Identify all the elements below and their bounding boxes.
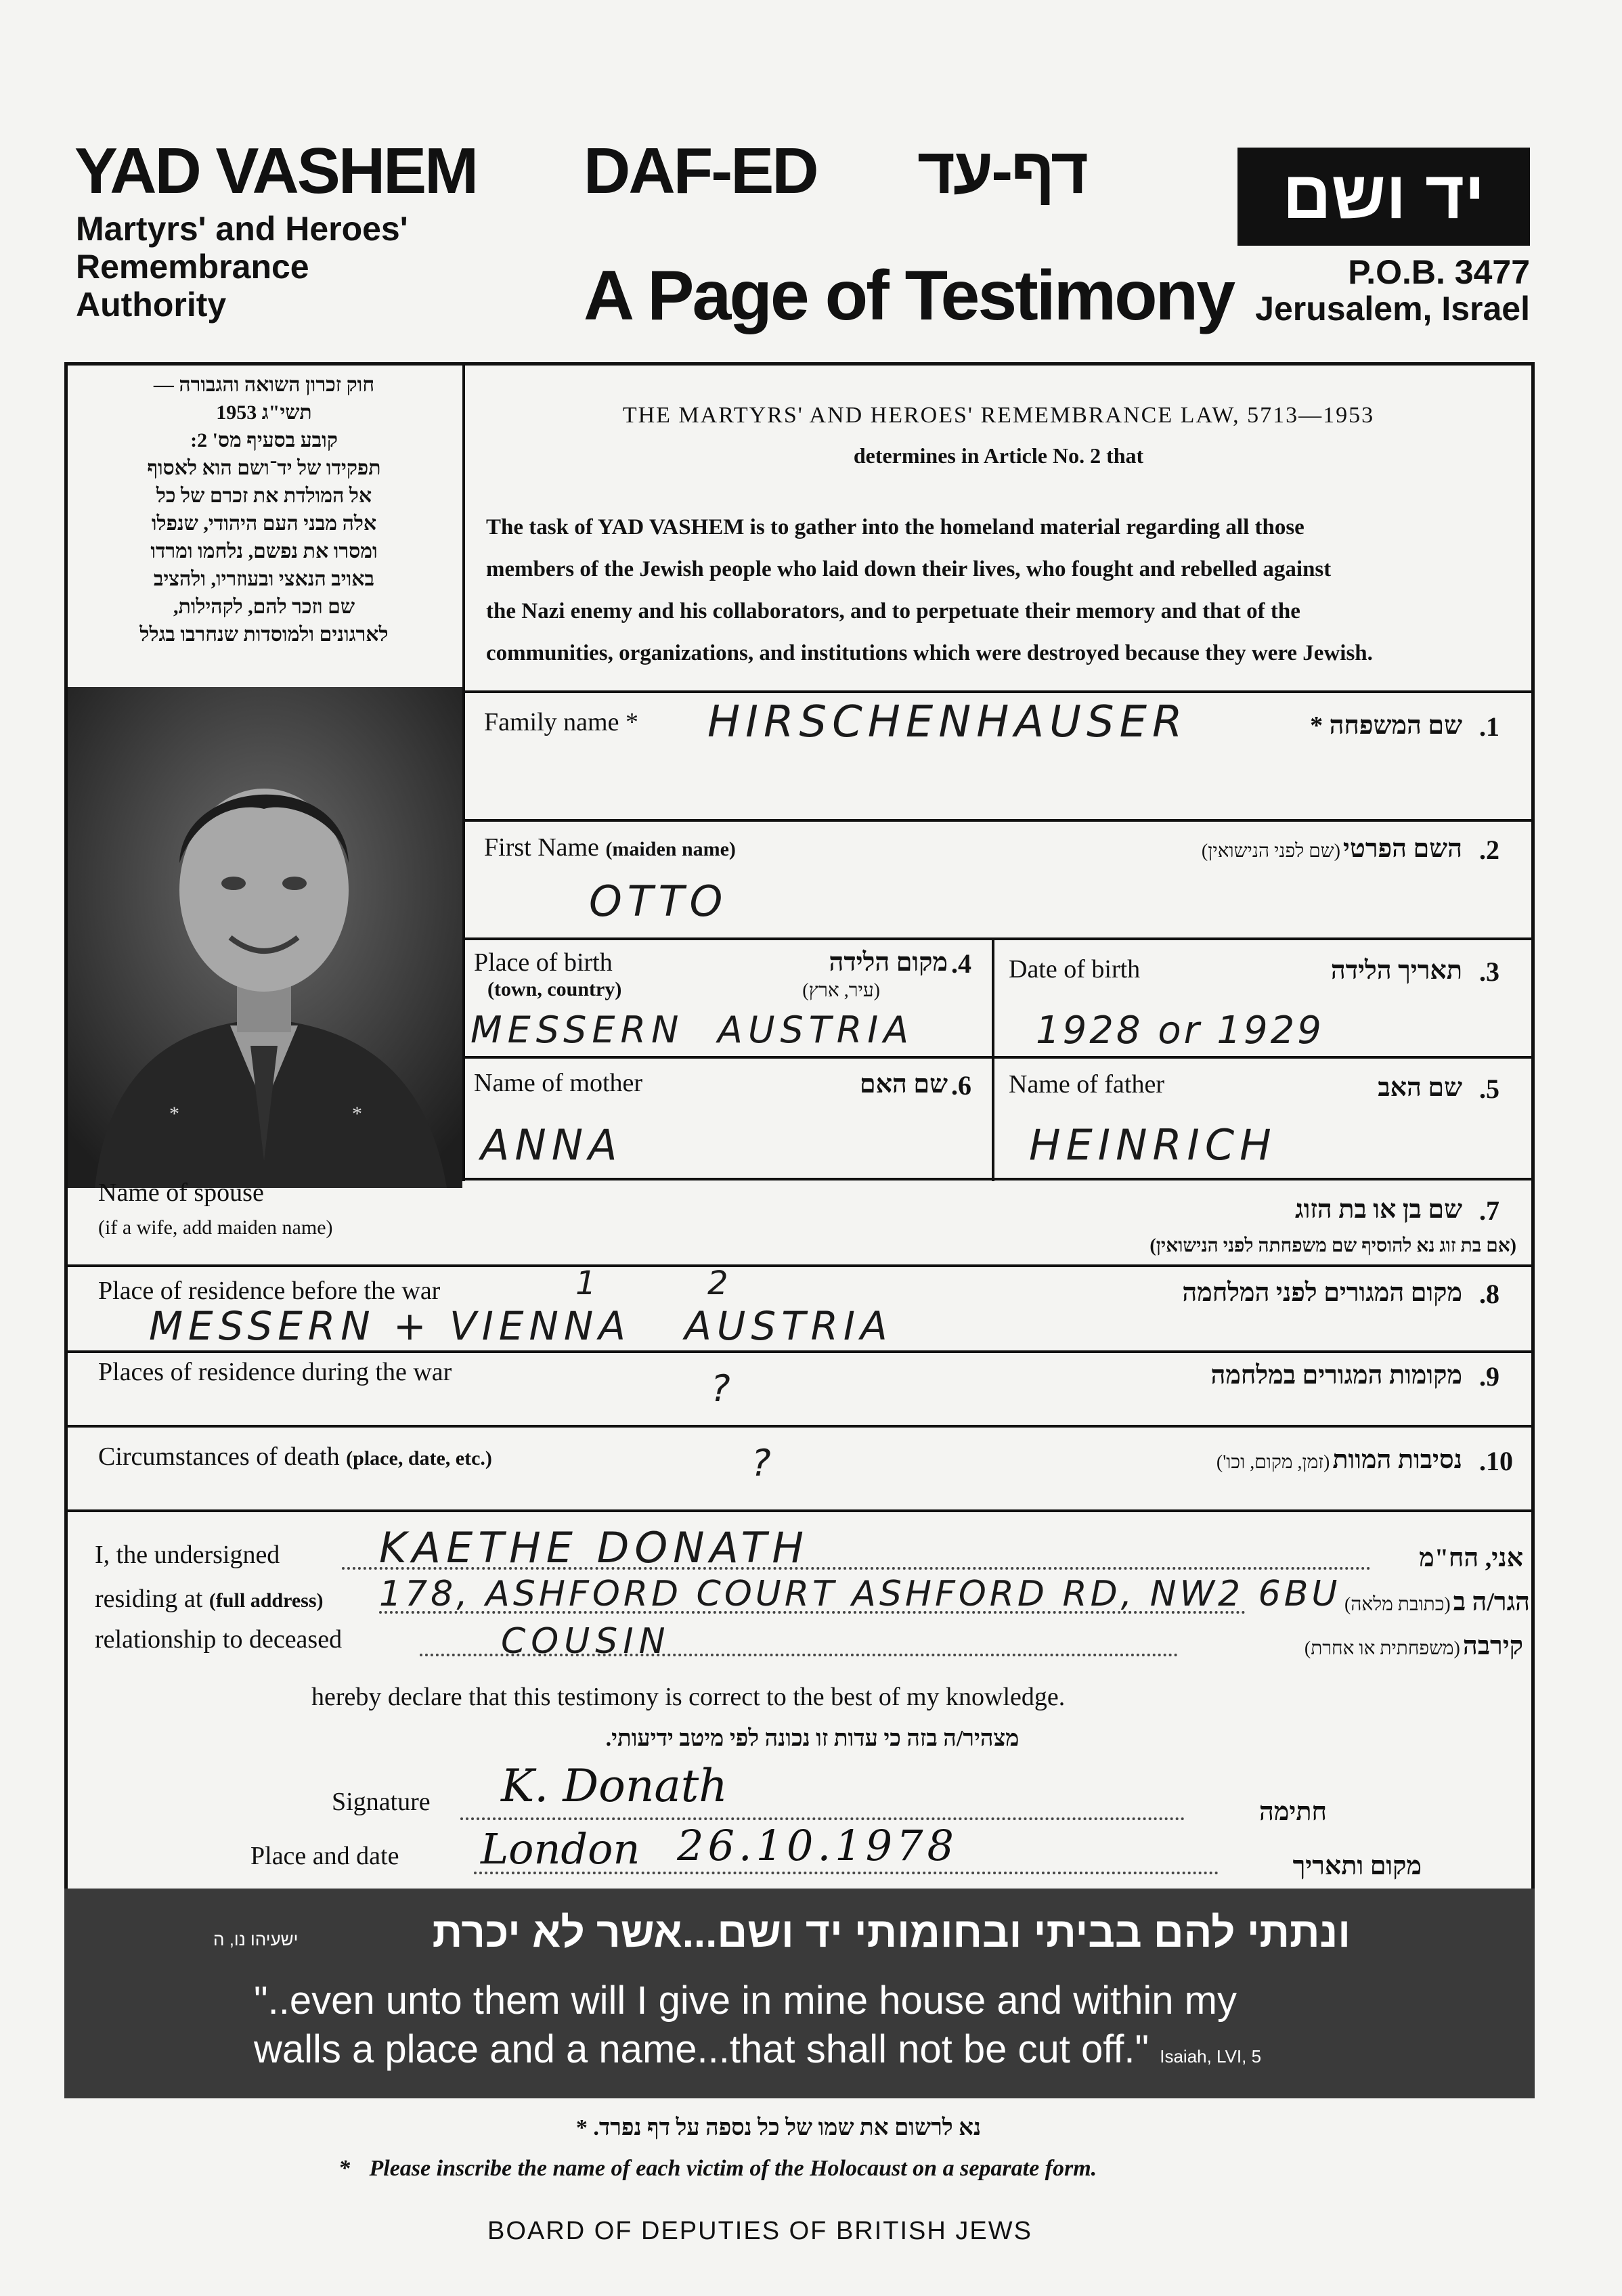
banner-english-line1: "..even unto them will I give in mine house and within my — [254, 1979, 1237, 2023]
footer-hebrew-asterisk: * — [575, 2115, 588, 2140]
residence-during-label: Places of residence during the war — [98, 1358, 452, 1386]
law-heb-line3: קובע בסעיף מס' 2: — [190, 429, 338, 451]
law-line2: members of the Jewish people who laid down their lives, who fought and rebelled against — [486, 557, 1332, 581]
first-name-label-text: First Name — [484, 833, 599, 862]
city: Jerusalem, Israel — [1255, 290, 1530, 328]
declare-english: hereby declare that this testimony is correct to the best of my knowledge. — [311, 1683, 1066, 1711]
circumstances-label-text: Circumstances of death — [98, 1442, 340, 1471]
signature-heb: חתימה — [1258, 1798, 1327, 1826]
date-of-birth-label: Date of birth — [1009, 955, 1141, 984]
law-heb-line4: תפקידו של יד־ושם הוא לאסוף — [147, 457, 381, 479]
quote-banner — [64, 1889, 1535, 2098]
undersigned-value[interactable]: KAETHE DONATH — [379, 1523, 809, 1572]
banner-english-line2 — [254, 2025, 1261, 2081]
divider-law — [462, 690, 1532, 693]
first-name-heb-group — [1056, 834, 1462, 864]
place-value[interactable]: London — [481, 1824, 640, 1874]
divider-1 — [462, 819, 1532, 822]
field-num-7: .7 — [1479, 1195, 1499, 1226]
org-sub-line1: Martyrs' and Heroes' — [76, 210, 408, 248]
undersigned-label: I, the undersigned — [95, 1541, 280, 1569]
mother-heb: שם האם — [859, 1070, 948, 1099]
field-num-2: .2 — [1479, 835, 1499, 865]
mother-value[interactable]: ANNA — [481, 1120, 623, 1170]
divider-3 — [462, 1056, 1532, 1059]
footer-asterisk: * — [338, 2156, 350, 2181]
law-heb-line5: אל המולדת את זכרם של כל — [156, 485, 372, 507]
residing-label: residing at — [95, 1585, 203, 1613]
footer-hebrew-note: נא לרשום את שמו של כל נספה על דף נפרד. — [593, 2115, 982, 2140]
circumstances-label-sub: (place, date, etc.) — [346, 1447, 492, 1470]
field-num-6: .6 — [951, 1070, 971, 1101]
residence-before-label: Place of residence before the war — [98, 1277, 441, 1305]
residence-before-value[interactable]: MESSERN + VIENNA AUSTRIA — [149, 1303, 893, 1349]
org-sub-line3: Authority — [76, 286, 227, 324]
field-num-5: .5 — [1479, 1074, 1499, 1104]
law-line3: the Nazi enemy and his collaborators, and to perpetuate their memory and that of the — [486, 599, 1300, 623]
place-date-heb: מקום ותאריך — [1292, 1852, 1422, 1880]
residing-value[interactable]: 178, ASHFORD COURT ASHFORD RD, NW2 6BU — [379, 1574, 1341, 1614]
org-subtitle — [76, 210, 408, 324]
spouse-heb-sub: (אם בת זוג נא להוסיף שם משפחתה לפני הנישואין) — [1149, 1235, 1516, 1256]
frame-right — [1531, 362, 1535, 2098]
banner-hebrew-ref: ישעיהו נו, ה — [213, 1929, 299, 1949]
circumstances-value[interactable]: ? — [751, 1442, 776, 1484]
law-line1: The task of YAD VASHEM is to gather into the homeland material regarding all those — [486, 515, 1305, 539]
family-name-label: Family name * — [484, 708, 638, 736]
residing-heb: הגר/ה ב — [1453, 1588, 1530, 1616]
mother-label: Name of mother — [474, 1069, 643, 1097]
circumstances-heb-group — [1056, 1445, 1462, 1475]
first-name-label-sub: (maiden name) — [605, 838, 736, 860]
frame-top — [64, 362, 1533, 366]
address-block — [1237, 254, 1530, 327]
field-num-4: .4 — [951, 948, 971, 979]
first-name-heb: השם הפרטי — [1342, 835, 1462, 863]
place-of-birth-label: Place of birth — [474, 948, 613, 977]
law-heb-line2: תשי"ג 1953 — [216, 401, 312, 424]
law-heb-line6: אלה מבני העם היהודי, שנפלו — [151, 512, 377, 535]
pob: P.O.B. 3477 — [1348, 253, 1530, 291]
place-of-birth-heb: מקום הלידה — [829, 948, 948, 977]
circumstances-heb-sub: (זמן, מקום, וכו') — [1216, 1452, 1330, 1473]
place-of-birth-heb-sub: (עיר, ארץ) — [802, 980, 880, 1001]
relationship-label: relationship to deceased — [95, 1625, 343, 1654]
banner-english — [254, 1977, 1261, 2081]
field-num-10: .10 — [1479, 1446, 1513, 1476]
relationship-heb-group — [1185, 1631, 1523, 1661]
daf-ed-title: DAF-ED — [584, 135, 817, 207]
svg-text:*: * — [352, 1103, 362, 1125]
relationship-heb: קירבה — [1462, 1632, 1523, 1660]
field-num-8: .8 — [1479, 1279, 1499, 1309]
law-heb-line10: לארגונים ולמוסדות שנחרבו בגלל — [139, 623, 389, 646]
divider-5 — [64, 1264, 1533, 1267]
place-of-birth-town[interactable]: MESSERN — [470, 1009, 684, 1051]
place-of-birth-label-sub: (town, country) — [487, 978, 622, 1000]
law-heb-line7: ומסרו את נפשם, נלחמו ומרדו — [150, 540, 378, 562]
law-text — [486, 506, 1515, 674]
residing-label-sub: (full address) — [209, 1589, 324, 1612]
law-heb-line9: שם וזכר להם, לקהילות, — [173, 596, 355, 618]
law-title: THE MARTYRS' AND HEROES' REMEMBRANCE LAW, 5713—1953 — [622, 403, 1375, 428]
footer-english-row — [338, 2156, 1097, 2182]
law-line4: communities, organizations, and institutions which were destroyed because they were Jewish. — [486, 641, 1373, 665]
footer-board: BOARD OF DEPUTIES OF BRITISH JEWS — [487, 2217, 1032, 2245]
place-date-label: Place and date — [250, 1842, 399, 1870]
family-name-heb: שם המשפחה * — [1310, 711, 1462, 740]
photo-portrait — [68, 687, 462, 1188]
signature-label: Signature — [332, 1788, 431, 1816]
declare-hebrew: מצהיר/ה בזה כי עדות זו נכונה לפי מיטב ידיעותי. — [605, 1726, 1020, 1751]
spouse-heb: שם בן או בת הזוג — [1295, 1195, 1462, 1224]
father-heb: שם האב — [1378, 1074, 1462, 1102]
signature-dotline — [460, 1817, 1185, 1820]
divider-7 — [64, 1425, 1533, 1428]
banner-hebrew-row — [267, 1909, 1351, 1957]
daf-ed-hebrew: דף-עד — [917, 135, 1087, 207]
father-label: Name of father — [1009, 1070, 1164, 1099]
divider-6 — [64, 1350, 1533, 1353]
residing-heb-sub: (כתובת מלאה) — [1344, 1594, 1451, 1615]
org-name: YAD VASHEM — [74, 135, 477, 207]
footer-hebrew-row — [406, 2115, 1151, 2141]
field-num-1: .1 — [1479, 711, 1499, 742]
first-name-heb-sub: (שם לפני הנישואין) — [1201, 841, 1340, 862]
residence-before-heb: מקום המגורים לפני המלחמה — [1182, 1279, 1462, 1307]
residence-during-heb: מקומות המגורים במלחמה — [1210, 1361, 1462, 1390]
date-of-birth-value[interactable]: 1928 or 1929 — [1036, 1009, 1324, 1053]
footer-english-note: Please inscribe the name of each victim of the Holocaust on a separate form. — [369, 2156, 1097, 2181]
circumstances-label — [98, 1442, 492, 1472]
org-sub-line2: Remembrance — [76, 248, 309, 286]
spouse-label-sub: (if a wife, add maiden name) — [98, 1216, 333, 1239]
signature-value[interactable]: K. Donath — [501, 1760, 728, 1812]
banner-english-line2-text: walls a place and a name...that shall not be cut off." — [254, 2027, 1149, 2071]
law-hebrew — [71, 371, 457, 648]
residence-during-value[interactable]: ? — [711, 1367, 736, 1410]
residing-label-group — [95, 1584, 324, 1614]
field-num-3: .3 — [1479, 956, 1499, 987]
divider-mid — [992, 937, 994, 1181]
relationship-heb-sub: (משפחתית או אחרת) — [1304, 1638, 1460, 1659]
first-name-value[interactable]: OTTO — [589, 877, 728, 926]
relationship-value[interactable]: COUSIN — [501, 1621, 671, 1662]
divider-4 — [462, 1178, 1532, 1180]
svg-text:*: * — [169, 1103, 179, 1125]
family-name-value[interactable]: HIRSCHENHAUSER — [707, 697, 1188, 747]
field-num-9: .9 — [1479, 1361, 1499, 1392]
undersigned-heb: אני, הח"מ — [1419, 1544, 1523, 1572]
law-heb-line1: חוק זכרון השואה והגבורה — — [153, 374, 375, 396]
divider-8 — [64, 1509, 1533, 1512]
place-of-birth-country[interactable]: AUSTRIA — [718, 1009, 915, 1051]
banner-hebrew: ונתתי להם בביתי ובחומותי יד ושם...אשר לא יכרת — [432, 1909, 1351, 1956]
spouse-label: Name of spouse — [98, 1178, 264, 1207]
residence-before-mark-2: 2 — [707, 1264, 734, 1302]
law-heb-line8: באויב הנאצי ובעוזריו, ולהציב — [153, 568, 374, 590]
father-value[interactable]: HEINRICH — [1029, 1120, 1277, 1170]
law-subtitle: determines in Article No. 2 that — [853, 443, 1144, 468]
page-title: A Page of Testimony — [584, 257, 1234, 335]
circumstances-heb: נסיבות המוות — [1332, 1446, 1462, 1474]
date-of-birth-heb: תאריך הלידה — [1330, 956, 1462, 985]
frame-left — [64, 362, 68, 2098]
residence-before-mark-1: 1 — [575, 1264, 602, 1302]
yad-vashem-logo: יד ושם — [1237, 148, 1530, 246]
banner-english-ref: Isaiah, LVI, 5 — [1160, 2046, 1262, 2067]
date-value[interactable]: 26.10.1978 — [677, 1821, 958, 1870]
residing-heb-group — [1246, 1587, 1530, 1617]
divider-2 — [462, 937, 1532, 940]
first-name-label — [484, 833, 736, 862]
victim-photo — [68, 687, 462, 1188]
